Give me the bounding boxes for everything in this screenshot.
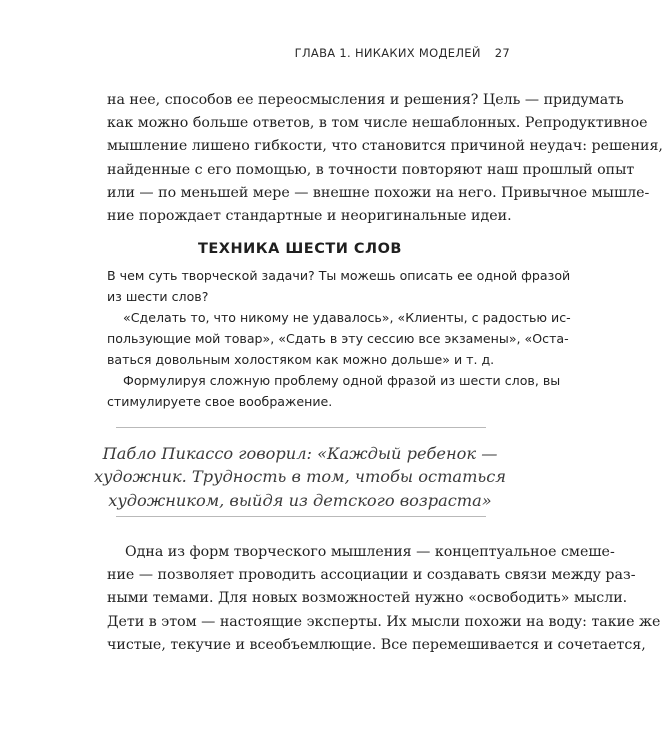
text-line: из шести слов? — [107, 289, 209, 304]
text-line: В чем суть творческой задачи? Ты можешь описать ее одной фразой — [107, 268, 571, 283]
box-heading: ТЕХНИКА ШЕСТИ СЛОВ — [198, 241, 402, 257]
chapter-title: ГЛАВА 1. НИКАКИХ МОДЕЛЕЙ — [294, 46, 481, 60]
quote-line: художник. Трудность в том, чтобы остаться — [93, 467, 507, 487]
text-line: мышление лишено гибкости, что становится причиной неудач: решения, — [107, 138, 663, 155]
text-line: на нее, способов ее переосмысления и решения? Цель — придумать — [107, 92, 624, 108]
quote-divider-top — [116, 427, 486, 428]
box-conclusion — [107, 370, 561, 412]
text-line: ние — позволяет проводить ассоциации и создавать связи между раз- — [107, 567, 636, 584]
box-question — [107, 265, 571, 307]
text-line: ваться довольным холостяком как можно дольше» и т. д. — [107, 352, 495, 367]
body-paragraph-1 — [107, 89, 663, 228]
text-line: ными темами. Для новых возможностей нужно «освободить» мысли. — [107, 590, 628, 607]
text-line: чистые, текучие и всеобъемлющие. Все перемешивается и сочетается, — [107, 636, 646, 653]
quote-divider-bottom — [116, 516, 486, 517]
text-line: Дети в этом — настоящие эксперты. Их мысли похожи на воду: такие же — [107, 613, 661, 630]
text-line: стимулируете свое воображение. — [107, 394, 333, 409]
quote-line: Пабло Пикассо говорил: «Каждый ребенок — — [102, 444, 498, 463]
text-line: Формулируя сложную проблему одной фразой из шести слов, вы — [123, 373, 561, 388]
page-number: 27 — [494, 46, 510, 60]
text-line: Одна из форм творческого мышления — концептуальное смеше- — [125, 544, 615, 560]
box-examples — [107, 307, 571, 370]
body-paragraph-2 — [107, 541, 661, 657]
text-line: или — по меньшей мере — внешне похожи на него. Привычное мышле- — [107, 184, 650, 201]
text-line: найденные с его помощью, в точности повторяют наш прошлый опыт — [107, 161, 635, 178]
text-line: ние порождает стандартные и неоригинальные идеи. — [107, 208, 512, 225]
text-line: пользующие мой товар», «Сдать в эту сессию все экзамены», «Оста- — [107, 331, 569, 346]
pull-quote — [60, 442, 540, 512]
text-line: как можно больше ответов, в том числе нешаблонных. Репродуктивное — [107, 115, 648, 132]
text-line: «Сделать то, что никому не удавалось», «Клиенты, с радостью ис- — [123, 310, 571, 325]
running-header — [295, 46, 510, 60]
quote-line: художником, выйдя из детского возраста» — [108, 490, 492, 510]
